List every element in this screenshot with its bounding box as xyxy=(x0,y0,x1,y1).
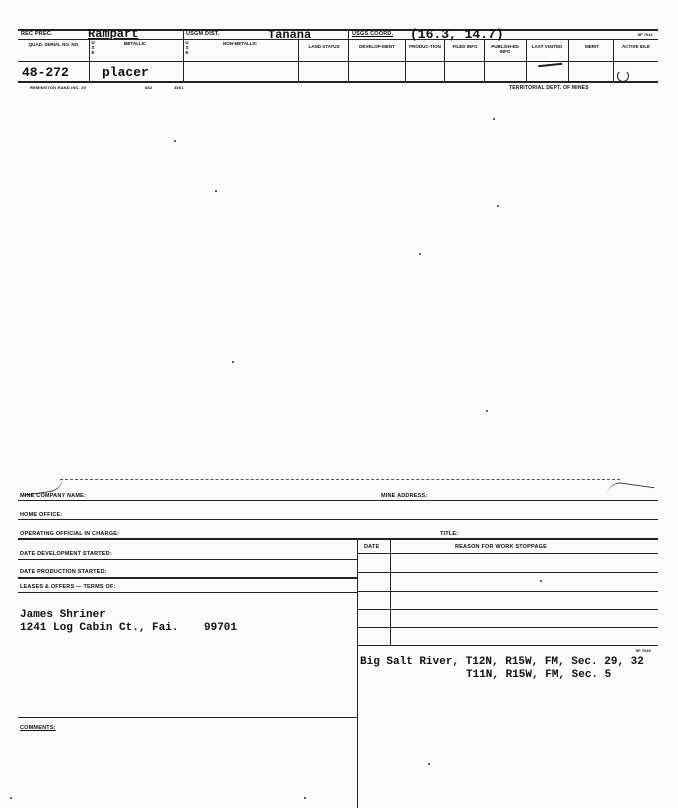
col-merit: MERIT xyxy=(585,44,599,49)
lessee-name: James Shriner xyxy=(20,609,106,621)
speck xyxy=(497,205,499,207)
printer-code-1: 682 xyxy=(145,85,153,90)
rec-prec-value: Rampart xyxy=(88,27,139,41)
usgs-coord-value: (16.3, 14.7) xyxy=(410,27,504,42)
lessee-address: 1241 Log Cabin Ct., Fai. xyxy=(20,622,179,634)
speck xyxy=(232,361,234,363)
col-development: DEVELOP-MENT xyxy=(359,44,395,49)
col-last-visited: LAST VISITED xyxy=(531,44,563,49)
form-number-top: SF 7014 xyxy=(637,32,653,37)
speck xyxy=(215,190,217,192)
speck xyxy=(486,410,488,412)
rec-prec-label: REC PREC. xyxy=(21,31,53,37)
col-use-nonmetallic: U S E xyxy=(185,40,189,55)
speck xyxy=(304,797,306,799)
title-label: TITLE: xyxy=(440,531,459,537)
usgs-coord-label: USGS COORD. xyxy=(352,31,394,37)
date-development-label: DATE DEVELOPMENT STARTED: xyxy=(20,551,112,557)
territorial-dept: TERRITORIAL DEPT. OF MINES xyxy=(509,85,589,91)
printer-imprint: REMINGTON RAND INC. 20 xyxy=(30,85,87,90)
last-visited-mark xyxy=(538,59,562,67)
lessee-zip: 99701 xyxy=(204,622,238,634)
col-active-idle: ACTIVE IDLE xyxy=(621,44,650,49)
col-nonmetallic: NON-METALLIC xyxy=(223,41,257,46)
usgs-dist-value: Tanana xyxy=(268,28,312,42)
mine-address-label: MINE ADDRESS: xyxy=(381,493,428,499)
col-published-info: PUBLISH-ED INFO xyxy=(491,44,519,54)
row-quad-serial: 48-272 xyxy=(22,65,69,80)
speck xyxy=(540,580,542,582)
col-use-metallic: U S E xyxy=(91,40,95,55)
printer-code-2: 3801 xyxy=(174,85,184,90)
form-number-bottom: SF 7015 xyxy=(635,648,651,653)
col-metallic: METALLIC xyxy=(123,41,147,46)
reason-column-header: REASON FOR WORK STOPPAGE xyxy=(455,544,547,550)
date-column-header: DATE xyxy=(364,544,380,550)
active-idle-mark xyxy=(617,70,629,82)
speck xyxy=(493,118,495,120)
date-production-label: DATE PRODUCTION STARTED: xyxy=(20,569,107,575)
row-metallic: placer xyxy=(102,65,149,80)
location-line-1: Big Salt River, T12N, R15W, FM, Sec. 29, 32 xyxy=(360,656,644,668)
speck xyxy=(174,140,176,142)
leases-label: LEASES & OFFERS — TERMS OF: xyxy=(20,584,116,590)
col-quad-serial: QUAD. SERIAL NO. NO. xyxy=(28,42,80,47)
speck xyxy=(419,253,421,255)
home-office-label: HOME OFFICE: xyxy=(20,512,63,518)
comments-label: COMMENTS: xyxy=(20,725,56,731)
operating-official-label: OPERATING OFFICIAL IN CHARGE: xyxy=(20,531,120,537)
speck xyxy=(10,797,12,799)
mine-company-label: MINE COMPANY NAME: xyxy=(20,493,87,499)
location-line-2: T11N, R15W, FM, Sec. 5 xyxy=(466,669,612,681)
speck xyxy=(428,763,430,765)
col-land-status: LAND STATUS xyxy=(308,44,340,49)
usgs-dist-label: USGM DIST. xyxy=(186,31,220,37)
col-production: PRODUC-TION xyxy=(409,44,441,49)
torn-edge xyxy=(60,479,620,480)
col-filed-info: FILED INFO xyxy=(452,44,478,49)
